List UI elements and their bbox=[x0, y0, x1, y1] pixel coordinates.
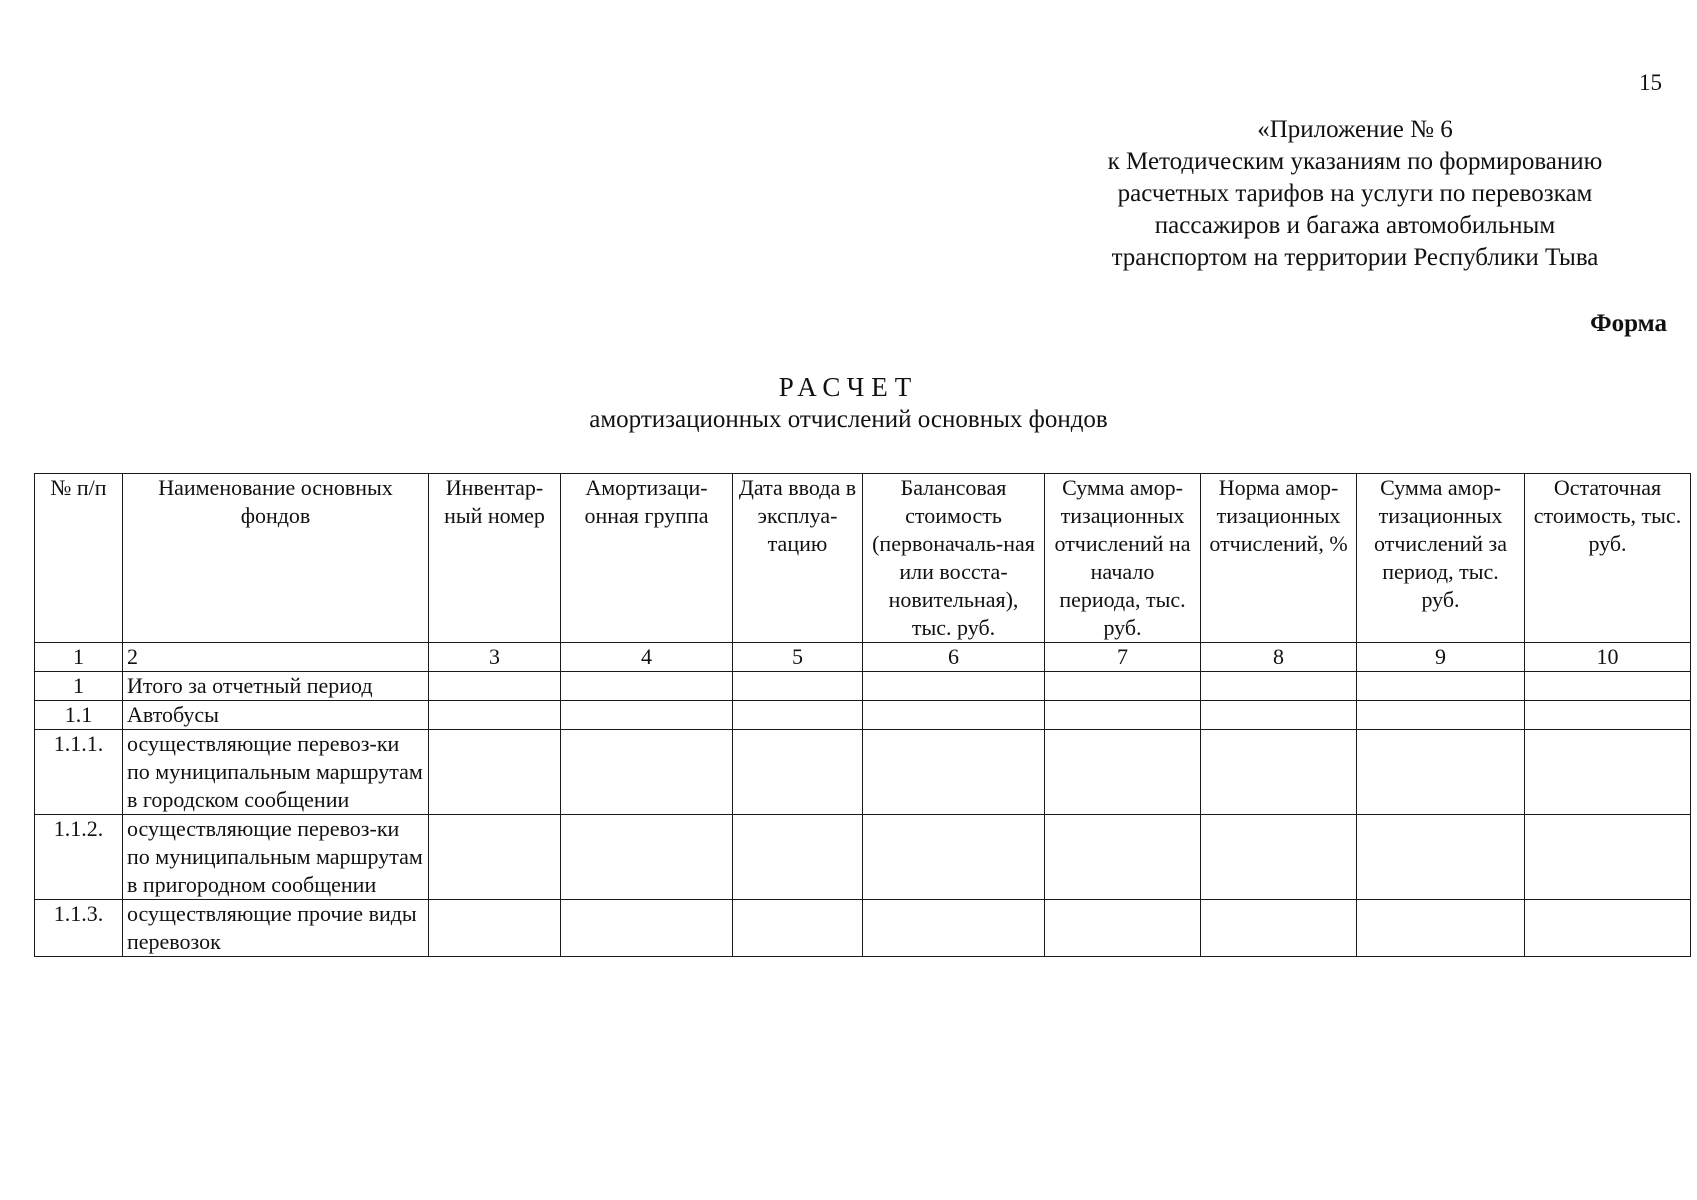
page-number: 15 bbox=[1639, 70, 1662, 95]
table-row bbox=[35, 730, 1691, 815]
header-cell: Сумма амор-тизационных отчислений за период, тыс. руб. bbox=[1357, 474, 1525, 643]
column-number-cell: 5 bbox=[733, 643, 863, 672]
column-number-cell: 3 bbox=[429, 643, 561, 672]
column-number-cell: 10 bbox=[1525, 643, 1691, 672]
table-cell bbox=[1357, 730, 1525, 815]
table-cell bbox=[1357, 815, 1525, 900]
row-number-cell: 1 bbox=[35, 672, 123, 701]
row-number-cell: 1.1.1. bbox=[35, 730, 123, 815]
table-cell bbox=[733, 815, 863, 900]
table-cell bbox=[1201, 701, 1357, 730]
table-cell bbox=[429, 900, 561, 957]
table-cell bbox=[1357, 672, 1525, 701]
form-label: Форма bbox=[1590, 310, 1667, 337]
row-name-cell: осуществляющие прочие виды перевозок bbox=[123, 900, 429, 957]
header-cell: Амортизаци-онная группа bbox=[561, 474, 733, 643]
column-number-cell: 7 bbox=[1045, 643, 1201, 672]
table-cell bbox=[733, 900, 863, 957]
row-number-cell: 1.1.2. bbox=[35, 815, 123, 900]
row-name-cell: Итого за отчетный период bbox=[123, 672, 429, 701]
row-name-cell: осуществляющие перевоз-ки по муниципальным маршрутам в городском сообщении bbox=[123, 730, 429, 815]
table-cell bbox=[733, 730, 863, 815]
row-number-cell: 1.1 bbox=[35, 701, 123, 730]
table-row bbox=[35, 815, 1691, 900]
row-number-cell: 1.1.3. bbox=[35, 900, 123, 957]
header-cell: № п/п bbox=[35, 474, 123, 643]
table-cell bbox=[1525, 672, 1691, 701]
table-cell bbox=[429, 815, 561, 900]
table-cell bbox=[1525, 900, 1691, 957]
row-name-cell: осуществляющие перевоз-ки по муниципальным маршрутам в пригородном сообщении bbox=[123, 815, 429, 900]
header-cell: Норма амор-тизационных отчислений, % bbox=[1201, 474, 1357, 643]
column-number-cell: 4 bbox=[561, 643, 733, 672]
appendix-block bbox=[1045, 114, 1665, 274]
table-cell bbox=[429, 701, 561, 730]
table-cell bbox=[1201, 815, 1357, 900]
appendix-line: транспортом на территории Республики Тыва bbox=[1111, 244, 1599, 271]
table-cell bbox=[863, 701, 1045, 730]
table-cell bbox=[1045, 900, 1201, 957]
table-cell bbox=[863, 900, 1045, 957]
document-title: РАСЧЕТ bbox=[778, 372, 919, 402]
column-number-cell: 6 bbox=[863, 643, 1045, 672]
table-cell bbox=[863, 730, 1045, 815]
table-header-row bbox=[35, 474, 1691, 643]
table-cell bbox=[1045, 815, 1201, 900]
table-cell bbox=[429, 730, 561, 815]
table-row bbox=[35, 900, 1691, 957]
column-number-cell: 1 bbox=[35, 643, 123, 672]
table-cell bbox=[1525, 730, 1691, 815]
table-cell bbox=[863, 672, 1045, 701]
appendix-line: «Приложение № 6 bbox=[1257, 116, 1453, 143]
table-cell bbox=[561, 730, 733, 815]
depreciation-table bbox=[34, 473, 1691, 957]
header-cell: Инвентар-ный номер bbox=[429, 474, 561, 643]
table-cell bbox=[863, 815, 1045, 900]
table-cell bbox=[1201, 672, 1357, 701]
table-cell bbox=[1201, 900, 1357, 957]
appendix-line: к Методическим указаниям по формированию bbox=[1107, 148, 1603, 175]
table-cell bbox=[561, 815, 733, 900]
table-row bbox=[35, 701, 1691, 730]
table-cell bbox=[1045, 701, 1201, 730]
table-cell bbox=[1045, 672, 1201, 701]
table-cell bbox=[733, 672, 863, 701]
table-cell bbox=[429, 672, 561, 701]
document-subtitle: амортизационных отчислений основных фондов bbox=[589, 406, 1108, 433]
table-cell bbox=[561, 701, 733, 730]
header-cell: Наименование основных фондов bbox=[123, 474, 429, 643]
row-name-cell: Автобусы bbox=[123, 701, 429, 730]
table-cell bbox=[1525, 815, 1691, 900]
column-number-cell: 9 bbox=[1357, 643, 1525, 672]
table-cell bbox=[1357, 701, 1525, 730]
table-cell bbox=[1357, 900, 1525, 957]
appendix-line: расчетных тарифов на услуги по перевозкам bbox=[1117, 180, 1593, 207]
column-number-cell: 8 bbox=[1201, 643, 1357, 672]
table-cell bbox=[1045, 730, 1201, 815]
column-number-cell: 2 bbox=[123, 643, 429, 672]
table-cell bbox=[561, 900, 733, 957]
table-cell bbox=[1525, 701, 1691, 730]
header-cell: Дата ввода в эксплуа-тацию bbox=[733, 474, 863, 643]
table-cell bbox=[1201, 730, 1357, 815]
appendix-line: пассажиров и багажа автомобильным bbox=[1154, 212, 1556, 239]
header-cell: Сумма амор-тизационных отчислений на начало периода, тыс. руб. bbox=[1045, 474, 1201, 643]
column-number-row bbox=[35, 643, 1691, 672]
table-cell bbox=[561, 672, 733, 701]
table-row bbox=[35, 672, 1691, 701]
header-cell: Балансовая стоимость (первоначаль-ная или восста-новительная), тыс. руб. bbox=[863, 474, 1045, 643]
table-cell bbox=[733, 701, 863, 730]
header-cell: Остаточная стоимость, тыс. руб. bbox=[1525, 474, 1691, 643]
